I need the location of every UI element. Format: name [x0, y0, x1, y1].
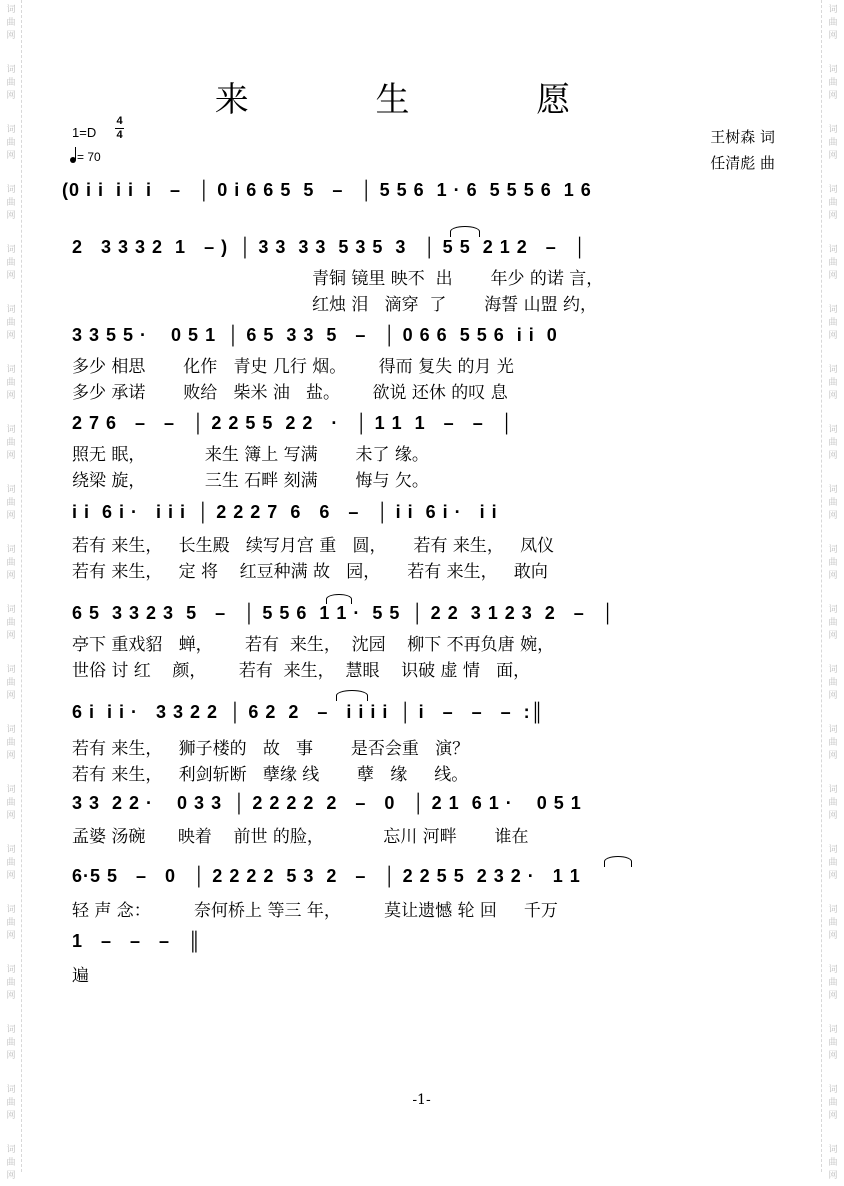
watermark-char: 网 — [6, 691, 16, 701]
lyrics-line-2a: 青铜 镜里 映不 出 年少 的诺 言， — [312, 269, 604, 289]
lyrics-line-8a: 孟婆 汤碗 映着 前世 的脸， 忘川 河畔 谁在 — [72, 827, 529, 847]
watermark-char: 网 — [6, 511, 16, 521]
watermark-char: 曲 — [6, 858, 16, 868]
notes-line-9: 6·5 5 – 0 │ 2 2 2 2 5 3 2 – │ 2 2 5 5 2 3 2 · 1 1 — [72, 866, 581, 886]
watermark-char: 曲 — [6, 738, 16, 748]
watermark-char: 网 — [6, 991, 16, 1001]
tempo-value: = 70 — [77, 150, 101, 164]
watermark-char: 曲 — [828, 618, 838, 628]
page-number: -1- — [412, 1092, 431, 1108]
watermark-char: 网 — [6, 391, 16, 401]
watermark-char: 网 — [6, 151, 16, 161]
watermark-char: 曲 — [828, 858, 838, 868]
watermark-char: 曲 — [828, 258, 838, 268]
watermark-char: 网 — [6, 751, 16, 761]
watermark-char: 网 — [6, 451, 16, 461]
watermark-char: 曲 — [6, 438, 16, 448]
watermark-char: 曲 — [828, 18, 838, 28]
watermark-char: 网 — [6, 1051, 16, 1061]
watermark-char: 曲 — [828, 798, 838, 808]
composer-credit: 任清彪 曲 — [710, 154, 775, 172]
watermark-char: 网 — [6, 1111, 16, 1121]
watermark-char: 曲 — [828, 438, 838, 448]
watermark-char: 网 — [828, 751, 838, 761]
watermark-char: 网 — [828, 931, 838, 941]
watermark-char: 词 — [6, 1085, 16, 1095]
notes-line-6: 6 5 3 3 2 3 5 – │ 5 5 6 1 1 · 5 5 │ 2 2 3 1 2 3 2 – │ — [72, 603, 616, 623]
watermark-char: 网 — [6, 1171, 16, 1181]
lyrics-line-5a: 若有 来生， 长生殿 续写月宫 重 圆， 若有 来生， 凤仪 — [72, 536, 555, 556]
notes-line-3: 3 3 5 5 · 0 5 1 │ 6 5 3 3 5 – │ 0 6 6 5 5 6 i i 0 — [72, 325, 558, 345]
watermark-char: 曲 — [828, 138, 838, 148]
watermark-char: 网 — [6, 31, 16, 41]
watermark-char: 词 — [828, 125, 838, 135]
lyricist-credit: 王树森 词 — [710, 128, 775, 146]
watermark-char: 词 — [6, 785, 16, 795]
watermark-char: 网 — [828, 571, 838, 581]
slur-mark — [336, 690, 368, 701]
watermark-char: 网 — [828, 871, 838, 881]
quarter-note-icon — [70, 157, 76, 163]
watermark-char: 网 — [828, 271, 838, 281]
watermark-char: 曲 — [828, 978, 838, 988]
watermark-char: 网 — [828, 991, 838, 1001]
watermark-char: 词 — [828, 245, 838, 255]
tempo-marking — [70, 150, 101, 164]
watermark-char: 曲 — [828, 1098, 838, 1108]
slur-mark — [450, 226, 480, 237]
watermark-char: 词 — [828, 545, 838, 555]
lyrics-line-9a: 轻 声 念： 奈何桥上 等三 年， 莫让遗憾 轮 回 千万 — [72, 901, 558, 921]
watermark-char: 词 — [6, 5, 16, 15]
watermark-char: 网 — [828, 91, 838, 101]
watermark-char: 网 — [828, 151, 838, 161]
slur-mark — [604, 856, 632, 867]
watermark-char: 词 — [828, 1025, 838, 1035]
watermark-char: 词 — [828, 425, 838, 435]
notes-line-8: 3 3 2 2 · 0 3 3 │ 2 2 2 2 2 – 0 │ 2 1 6 1 · 0 5 1 — [72, 793, 582, 813]
watermark-char: 词 — [828, 605, 838, 615]
watermark-char: 词 — [6, 1145, 16, 1155]
watermark-char: 词 — [828, 905, 838, 915]
watermark-char: 网 — [6, 211, 16, 221]
watermark-char: 曲 — [6, 1158, 16, 1168]
watermark-char: 词 — [828, 365, 838, 375]
watermark-char: 网 — [6, 871, 16, 881]
watermark-char: 词 — [828, 485, 838, 495]
watermark-char: 网 — [6, 271, 16, 281]
watermark-char: 网 — [828, 451, 838, 461]
notes-line-2: 2 3 3 3 2 1 – ) │ 3 3 3 3 5 3 5 3 │ 5 5 2 1 2 – │ — [72, 237, 588, 257]
watermark-char: 曲 — [828, 1038, 838, 1048]
notes-line-1: (0 i i i i i – │ 0 i 6 6 5 5 – │ 5 5 6 1 · 6 5 5 5 6 1 6 — [62, 180, 592, 200]
watermark-char: 曲 — [6, 678, 16, 688]
watermark-char: 词 — [828, 725, 838, 735]
watermark-char: 词 — [6, 365, 16, 375]
watermark-char: 词 — [828, 185, 838, 195]
watermark-char: 网 — [6, 931, 16, 941]
watermark-char: 曲 — [6, 978, 16, 988]
watermark-char: 曲 — [828, 678, 838, 688]
lyrics-line-7a: 若有 来生， 狮子楼的 故 事 是否会重 演？ — [72, 739, 470, 759]
watermark-char: 网 — [828, 331, 838, 341]
slur-mark — [326, 594, 352, 604]
watermark-char: 词 — [6, 605, 16, 615]
lyrics-line-4a: 照无 眠， 来生 簿上 写满 未了 缘。 — [72, 445, 429, 465]
watermark-char: 网 — [828, 211, 838, 221]
lyrics-line-7b: 若有 来生， 利剑斩断 孽缘 线 孽 缘 线。 — [72, 765, 469, 785]
lyrics-line-3a: 多少 相思 化作 青史 几行 烟。 得而 复失 的月 光 — [72, 357, 514, 377]
watermark-char: 网 — [828, 1051, 838, 1061]
watermark-char: 网 — [828, 391, 838, 401]
watermark-char: 曲 — [6, 618, 16, 628]
notes-line-4: 2 7 6 – – │ 2 2 5 5 2 2 · │ 1 1 1 – – │ — [72, 413, 514, 433]
watermark-char: 曲 — [828, 378, 838, 388]
watermark-char: 词 — [6, 185, 16, 195]
watermark-char: 曲 — [828, 498, 838, 508]
watermark-char: 词 — [828, 305, 838, 315]
watermark-char: 曲 — [828, 1158, 838, 1168]
watermark-char: 词 — [828, 65, 838, 75]
watermark-char: 曲 — [6, 258, 16, 268]
watermark-char: 网 — [828, 1171, 838, 1181]
time-signature-bottom: 4 — [116, 129, 123, 141]
song-title: 来 生 愿 — [214, 80, 629, 120]
watermark-char: 网 — [828, 1111, 838, 1121]
watermark-char: 曲 — [6, 1038, 16, 1048]
watermark-char: 网 — [828, 691, 838, 701]
watermark-char: 网 — [828, 631, 838, 641]
watermark-char: 词 — [6, 725, 16, 735]
watermark-char: 词 — [6, 1025, 16, 1035]
watermark-char: 词 — [828, 665, 838, 675]
watermark-char: 曲 — [6, 378, 16, 388]
watermark-char: 曲 — [6, 318, 16, 328]
watermark-char: 网 — [6, 91, 16, 101]
watermark-char: 词 — [828, 845, 838, 855]
watermark-char: 词 — [6, 245, 16, 255]
lyrics-line-3b: 多少 承诺 败给 柴米 油 盐。 欲说 还休 的叹 息 — [72, 383, 508, 403]
watermark-char: 网 — [828, 811, 838, 821]
watermark-char: 词 — [6, 845, 16, 855]
watermark-char: 曲 — [6, 498, 16, 508]
time-signature — [115, 116, 124, 141]
watermark-char: 曲 — [6, 918, 16, 928]
watermark-char: 曲 — [828, 558, 838, 568]
lyrics-line-4b: 绕梁 旋， 三生 石畔 刻满 悔与 欠。 — [72, 471, 429, 491]
notes-line-10: 1 – – – ║ — [72, 931, 202, 951]
time-signature-top: 4 — [116, 115, 123, 127]
watermark-char: 词 — [6, 305, 16, 315]
watermark-char: 曲 — [828, 318, 838, 328]
watermark-char: 词 — [6, 125, 16, 135]
key-signature: 1=D — [72, 125, 97, 140]
watermark-char: 曲 — [6, 1098, 16, 1108]
lyrics-line-6b: 世俗 讨 红 颜， 若有 来生， 慧眼 识破 虚 情 面， — [72, 661, 531, 681]
watermark-strip-right — [821, 0, 843, 1181]
watermark-char: 词 — [6, 485, 16, 495]
watermark-char: 词 — [828, 5, 838, 15]
watermark-char: 网 — [6, 631, 16, 641]
watermark-char: 曲 — [6, 558, 16, 568]
watermark-char: 曲 — [828, 738, 838, 748]
watermark-char: 曲 — [6, 798, 16, 808]
notes-line-5: i i 6 i · i i i │ 2 2 2 7 6 6 – │ i i 6 i · i i — [72, 502, 498, 522]
watermark-strip-left — [0, 0, 22, 1181]
watermark-char: 曲 — [828, 918, 838, 928]
watermark-char: 词 — [828, 785, 838, 795]
watermark-char: 网 — [6, 811, 16, 821]
watermark-char: 曲 — [828, 78, 838, 88]
watermark-char: 曲 — [6, 138, 16, 148]
watermark-char: 词 — [6, 905, 16, 915]
watermark-char: 曲 — [828, 198, 838, 208]
watermark-char: 网 — [6, 331, 16, 341]
watermark-char: 曲 — [6, 18, 16, 28]
watermark-char: 网 — [6, 571, 16, 581]
watermark-char: 曲 — [6, 198, 16, 208]
notes-line-7: 6 i i i · 3 3 2 2 │ 6 2 2 – i i i i │ i – – – :║ — [72, 702, 545, 722]
watermark-char: 词 — [6, 65, 16, 75]
watermark-char: 网 — [828, 31, 838, 41]
watermark-char: 词 — [6, 425, 16, 435]
watermark-char: 曲 — [6, 78, 16, 88]
watermark-char: 词 — [828, 965, 838, 975]
lyrics-line-10a: 遍 — [72, 966, 89, 986]
lyrics-line-5b: 若有 来生， 定 将 红豆种满 故 园， 若有 来生， 敢向 — [72, 562, 548, 582]
lyrics-line-2b: 红烛 泪 滴穿 了 海誓 山盟 约， — [312, 295, 598, 315]
lyrics-line-6a: 亭下 重戏貂 蝉， 若有 来生， 沈园 柳下 不再负唐 婉， — [72, 635, 555, 655]
watermark-char: 词 — [828, 1145, 838, 1155]
watermark-char: 网 — [828, 511, 838, 521]
watermark-char: 词 — [6, 665, 16, 675]
watermark-char: 词 — [6, 965, 16, 975]
watermark-char: 词 — [828, 1085, 838, 1095]
watermark-char: 词 — [6, 545, 16, 555]
